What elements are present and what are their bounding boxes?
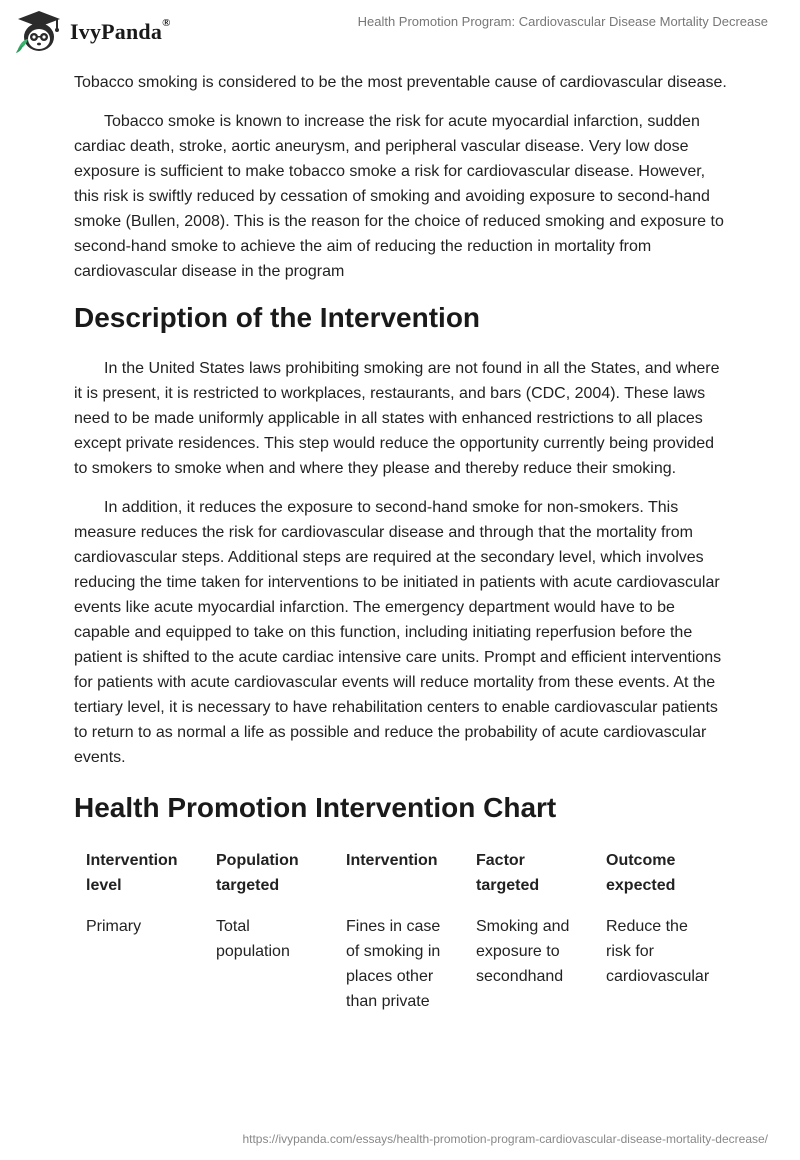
cell-intervention: Fines in case of smoking in places other than private: [346, 918, 441, 1010]
header-intervention: Intervention: [346, 852, 438, 869]
header-intervention-level: Intervention level: [86, 852, 178, 894]
logo-text: IvyPanda®: [70, 17, 171, 44]
table-row: [74, 914, 724, 1014]
heading-description: Description of the Intervention: [74, 302, 481, 333]
table-header-row: [74, 848, 724, 914]
paragraph-3: In the United States laws prohibiting smoking are not found in all the States, and where it is present, it is restricted to workplaces, restaurants, and bars (CDC, 2004). These laws need to be made uniformly applicable in all states with enhanced restrictions to all places except private residences. This step would reduce the opportunity currently being provided to smokers to smoke when and where they please and thereby reduce their smoking.: [74, 360, 720, 477]
header-population-targeted: Population targeted: [216, 852, 299, 894]
paragraph-4: In addition, it reduces the exposure to second-hand smoke for non-smokers. This measure reduces the risk for cardiovascular disease and through that the mortality from cardiovascular steps. Additional steps are required at the secondary level, which involves reducing the time taken for interventions to be initiated in patients with acute cardiovascular events like acute myocardial infarction. The emergency department would have to be capable and equipped to take on this function, including initiating reperfusion before the patient is shifted to the acute cardiac intensive care units. Prompt and efficient interventions for patients with acute cardiovascular events will reduce mortality from these events. At the tertiary level, it is necessary to have rehabilitation centers to enable cardiovascular patients to return to as normal a life as possible and reduce the probability of acute cardiovascular events.: [74, 499, 722, 766]
source-url[interactable]: https://ivypanda.com/essays/health-promotion-program-cardiovascular-disease-mortality-decrease/: [242, 1132, 768, 1146]
ivypanda-logo[interactable]: [14, 8, 171, 56]
cell-outcome: Reduce the risk for cardiovascular: [606, 918, 710, 985]
header-outcome-expected: Outcome expected: [606, 852, 676, 894]
essay-content: [74, 70, 730, 1014]
header-factor-targeted: Factor targeted: [476, 852, 540, 894]
panda-logo-icon: [14, 9, 64, 55]
paragraph-1: Tobacco smoking is considered to be the most preventable cause of cardiovascular disease.: [74, 74, 727, 91]
paragraph-2: Tobacco smoke is known to increase the risk for acute myocardial infarction, sudden cardiac death, stroke, aortic aneurysm, and peripheral vascular disease. Very low dose exposure is sufficient to make tobacco smoke a risk for cardiovascular disease. However, this risk is swiftly reduced by cessation of smoking and avoiding exposure to second-hand smoke (Bullen, 2008). This is the reason for the choice of reduced smoking and exposure to second-hand smoke to achieve the aim of reducing the reduction in mortality from cardiovascular disease in the program: [74, 113, 724, 280]
cell-level: Primary: [86, 918, 142, 935]
cell-population: Total population: [216, 918, 290, 960]
document-title: Health Promotion Program: Cardiovascular Disease Mortality Decrease: [357, 14, 768, 29]
page-header: [0, 0, 800, 62]
heading-chart: Health Promotion Intervention Chart: [74, 792, 557, 823]
cell-factor: Smoking and exposure to secondhand: [476, 918, 570, 985]
intervention-table: [74, 848, 724, 1014]
